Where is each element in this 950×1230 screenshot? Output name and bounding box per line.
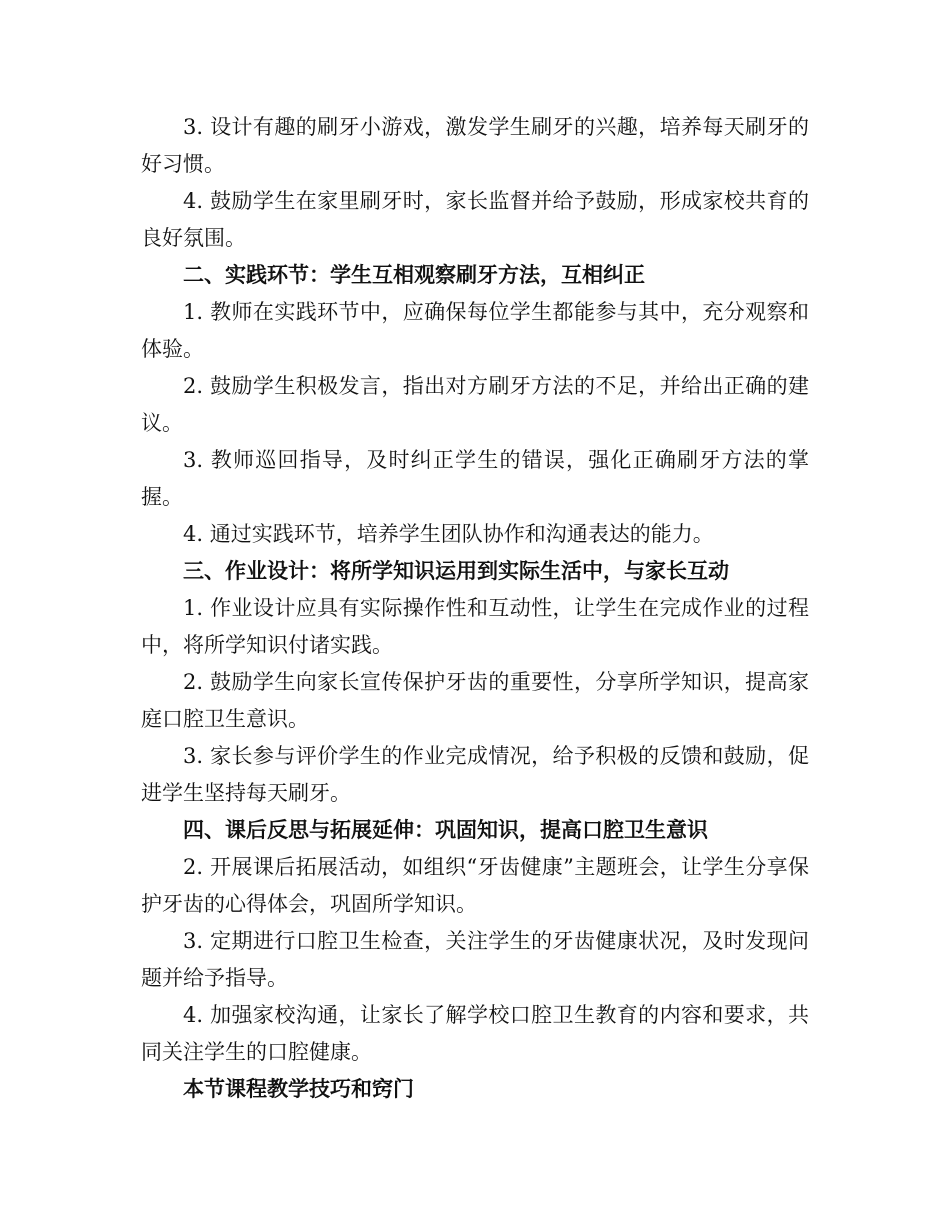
list-item: 2. 鼓励学生积极发言，指出对方刷牙方法的不足，并给出正确的建议。 [141,374,809,435]
list-item: 3. 定期进行口腔卫生检查，关注学生的牙齿健康状况，及时发现问题并给予指导。 [141,929,809,990]
list-item: 4. 鼓励学生在家里刷牙时，家长监督并给予鼓励，形成家校共育的良好氛围。 [141,189,809,250]
list-item: 2. 开展课后拓展活动，如组织“牙齿健康”主题班会，让学生分享保护牙齿的心得体会，巩固所学知识。 [141,855,809,916]
section-heading: 三、作业设计：将所学知识运用到实际生活中，与家长互动 [183,559,729,583]
section-heading: 四、课后反思与拓展延伸：巩固知识，提高口腔卫生意识 [183,818,708,842]
document-body [141,109,809,1108]
list-item: 4. 通过实践环节，培养学生团队协作和沟通表达的能力。 [183,522,714,546]
section-heading: 本节课程教学技巧和窍门 [183,1077,414,1101]
list-item: 1. 教师在实践环节中，应确保每位学生都能参与其中，充分观察和体验。 [141,300,809,361]
list-item: 2. 鼓励学生向家长宣传保护牙齿的重要性，分享所学知识，提高家庭口腔卫生意识。 [141,670,809,731]
list-item: 3. 教师巡回指导，及时纠正学生的错误，强化正确刷牙方法的掌握。 [141,448,809,509]
section-heading: 二、实践环节：学生互相观察刷牙方法，互相纠正 [183,263,645,287]
list-item: 3. 设计有趣的刷牙小游戏，激发学生刷牙的兴趣，培养每天刷牙的好习惯。 [141,115,809,176]
list-item: 4. 加强家校沟通，让家长了解学校口腔卫生教育的内容和要求，共同关注学生的口腔健康。 [141,1003,809,1064]
list-item: 1. 作业设计应具有实际操作性和互动性，让学生在完成作业的过程中，将所学知识付诸实践。 [141,596,809,657]
list-item: 3. 家长参与评价学生的作业完成情况，给予积极的反馈和鼓励，促进学生坚持每天刷牙。 [141,744,809,805]
